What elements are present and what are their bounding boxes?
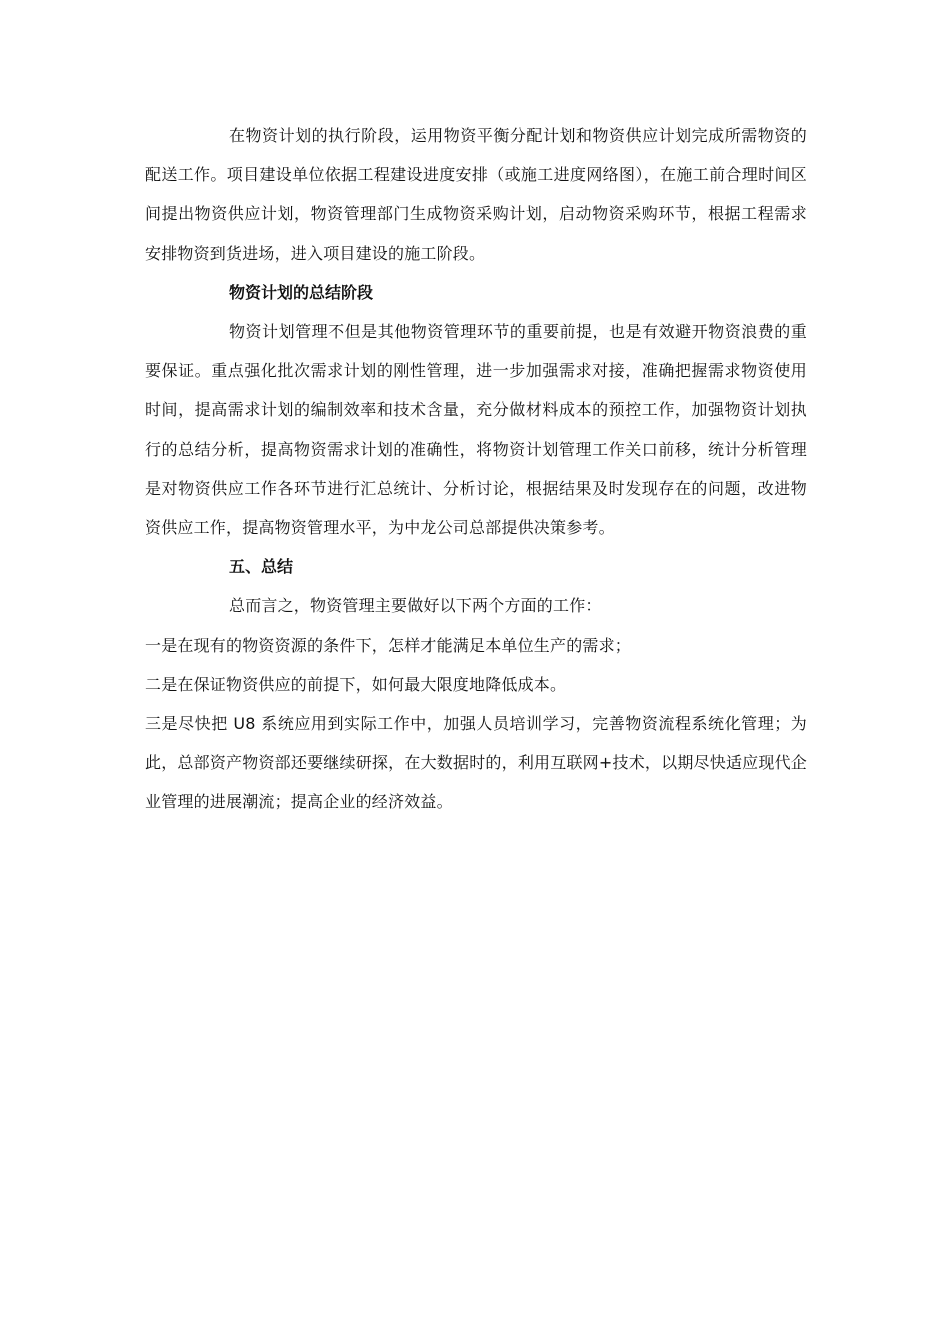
paragraph-execution-stage: 在物资计划的执行阶段，运用物资平衡分配计划和物资供应计划完成所需物资的配送工作。项目建设单位依据工程建设进度安排（或施工进度网络图），在施工前合理时间区间提出物资供应计划，物资管理部门生成物资采购计划，启动物资采购环节，根据工程需求安排物资到货进场，进入项目建设的施工阶段。 [145, 126, 807, 263]
heading-section-5: 五、总结 [229, 557, 294, 577]
list-item-2: 二是在保证物资供应的前提下，如何最大限度地降低成本。 [145, 674, 567, 694]
list-item-3: 三是尽快把 U8 系统应用到实际工作中，加强人员培训学习，完善物资流程系统化管理；为此，总部资产物资部还要继续研探，在大数据时的，利用互联网+技术，以期尽快适应现代企业管理的进展潮流；提高企业的经济效益。 [145, 714, 807, 812]
list-item-1: 一是在现有的物资资源的条件下，怎样才能满足本单位生产的需求； [145, 635, 632, 655]
paragraph-conclusion-intro: 总而言之，物资管理主要做好以下两个方面的工作： [229, 596, 602, 616]
heading-summary-stage: 物资计划的总结阶段 [229, 282, 374, 302]
document-body [145, 116, 807, 822]
paragraph-summary-stage: 物资计划管理不但是其他物资管理环节的重要前提，也是有效避开物资浪费的重要保证。重点强化批次需求计划的刚性管理，进一步加强需求对接，准确把握需求物资使用时间，提高需求计划的编制效率和技术含量，充分做材料成本的预控工作，加强物资计划执行的总结分析，提高物资需求计划的准确性，将物资计划管理工作关口前移，统计分析管理是对物资供应工作各环节进行汇总统计、分析讨论，根据结果及时发现存在的问题，改进物资供应工作，提高物资管理水平，为中龙公司总部提供决策参考。 [145, 322, 807, 538]
